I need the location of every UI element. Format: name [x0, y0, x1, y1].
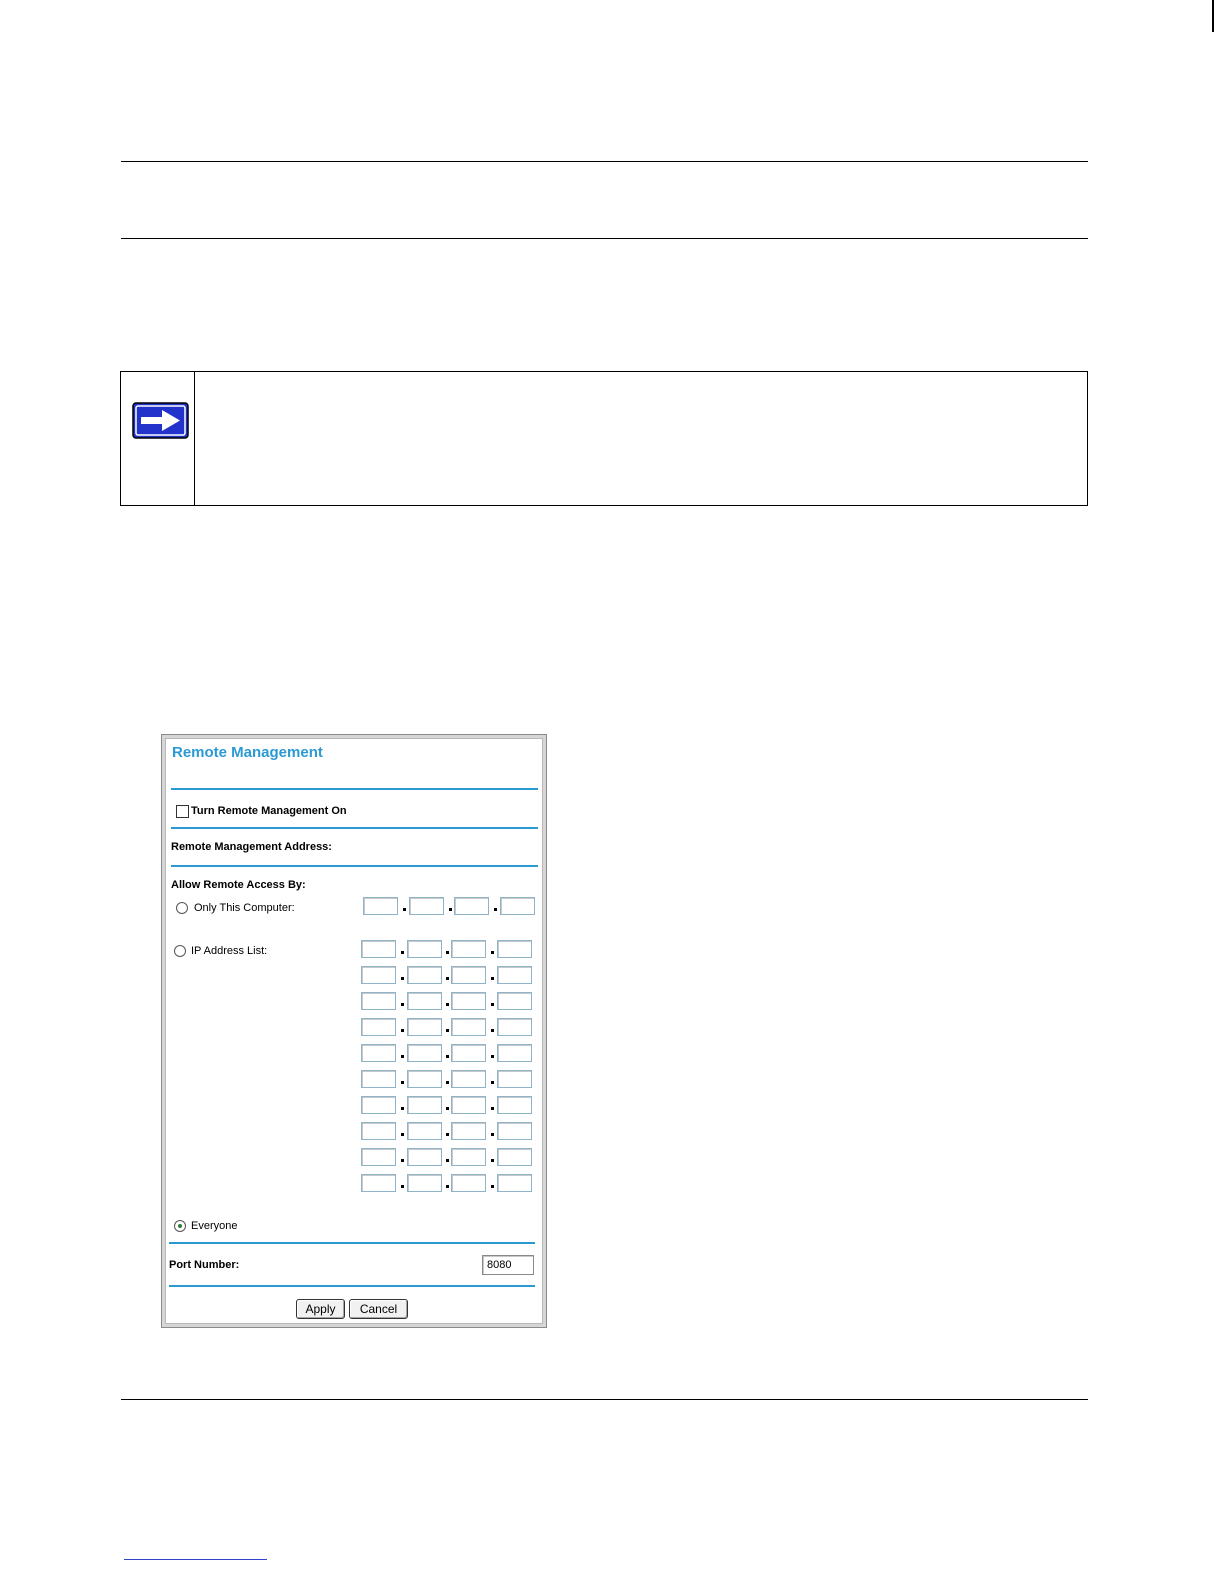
- ip-octet-input[interactable]: [407, 966, 442, 984]
- ip-octet-input[interactable]: [497, 1070, 532, 1088]
- ip-octet-input[interactable]: [497, 1122, 532, 1140]
- ip-dot: [491, 1133, 494, 1136]
- ip-octet-input[interactable]: [497, 966, 532, 984]
- ip-octet-input[interactable]: [361, 1148, 396, 1166]
- remote-management-panel: [161, 734, 547, 1328]
- ip-octet-input[interactable]: [451, 940, 486, 958]
- only-this-computer-label: Only This Computer:: [194, 902, 295, 914]
- ip-octet-input[interactable]: [407, 1148, 442, 1166]
- ip-dot: [491, 1055, 494, 1058]
- ip-dot: [446, 977, 449, 980]
- ip-dot: [449, 908, 452, 911]
- note-box: [120, 371, 1088, 506]
- ip-octet-input[interactable]: [407, 992, 442, 1010]
- ip-octet-input[interactable]: [407, 1044, 442, 1062]
- ip-dot: [491, 1159, 494, 1162]
- ip-octet-input[interactable]: [451, 1174, 486, 1192]
- ip-dot: [494, 908, 497, 911]
- ip-address-list-radio[interactable]: [174, 945, 186, 957]
- ip-dot: [401, 951, 404, 954]
- ip-dot: [491, 977, 494, 980]
- note-divider: [194, 372, 195, 505]
- divider-2: [171, 865, 538, 867]
- ip-dot: [491, 1081, 494, 1084]
- ip-dot: [401, 1003, 404, 1006]
- turn-on-checkbox[interactable]: [176, 805, 189, 818]
- ip-dot: [446, 1055, 449, 1058]
- ip-dot: [401, 977, 404, 980]
- ip-octet-input[interactable]: [361, 1096, 396, 1114]
- corner-mark: [1212, 0, 1214, 32]
- ip-octet-input[interactable]: [451, 1122, 486, 1140]
- divider-1: [171, 827, 538, 829]
- ip-octet-input[interactable]: [497, 1148, 532, 1166]
- ip-octet-input[interactable]: [361, 966, 396, 984]
- ip-octet-input[interactable]: [451, 1070, 486, 1088]
- ip-octet-input[interactable]: [409, 897, 444, 915]
- ip-octet-input[interactable]: [407, 1122, 442, 1140]
- ip-octet-input[interactable]: [451, 1044, 486, 1062]
- ip-octet-input[interactable]: [500, 897, 535, 915]
- ip-octet-input[interactable]: [361, 1044, 396, 1062]
- ip-octet-input[interactable]: [451, 1096, 486, 1114]
- ip-octet-input[interactable]: [497, 1018, 532, 1036]
- header-rule-bottom: [121, 238, 1088, 239]
- only-this-computer-radio[interactable]: [176, 902, 188, 914]
- allow-access-label: Allow Remote Access By:: [171, 879, 306, 891]
- ip-dot: [446, 1107, 449, 1110]
- title-underline: [171, 788, 538, 790]
- ip-octet-input[interactable]: [361, 1018, 396, 1036]
- ip-dot: [401, 1055, 404, 1058]
- port-number-label: Port Number:: [169, 1259, 240, 1271]
- ip-dot: [491, 951, 494, 954]
- ip-octet-input[interactable]: [361, 940, 396, 958]
- panel-title: Remote Management: [172, 744, 323, 761]
- ip-octet-input[interactable]: [361, 992, 396, 1010]
- everyone-radio[interactable]: [174, 1220, 186, 1232]
- ip-dot: [491, 1003, 494, 1006]
- ip-octet-input[interactable]: [451, 992, 486, 1010]
- ip-dot: [403, 908, 406, 911]
- ip-octet-input[interactable]: [407, 1096, 442, 1114]
- address-label: Remote Management Address:: [171, 841, 332, 853]
- ip-dot: [491, 1185, 494, 1188]
- divider-4: [169, 1285, 535, 1287]
- port-number-input[interactable]: 8080: [482, 1255, 534, 1275]
- cancel-button[interactable]: Cancel: [349, 1299, 408, 1319]
- ip-octet-input[interactable]: [497, 1174, 532, 1192]
- ip-octet-input[interactable]: [497, 1096, 532, 1114]
- ip-dot: [446, 1159, 449, 1162]
- ip-octet-input[interactable]: [407, 1018, 442, 1036]
- ip-dot: [491, 1029, 494, 1032]
- ip-dot: [446, 1185, 449, 1188]
- ip-octet-input[interactable]: [497, 992, 532, 1010]
- ip-dot: [401, 1081, 404, 1084]
- ip-octet-input[interactable]: [497, 1044, 532, 1062]
- divider-3: [169, 1242, 535, 1244]
- ip-octet-input[interactable]: [407, 1174, 442, 1192]
- arrow-right-icon: [132, 402, 189, 439]
- ip-octet-input[interactable]: [497, 940, 532, 958]
- ip-octet-input[interactable]: [361, 1174, 396, 1192]
- ip-octet-input[interactable]: [451, 966, 486, 984]
- everyone-label: Everyone: [191, 1220, 238, 1232]
- ip-dot: [446, 1081, 449, 1084]
- ip-octet-input[interactable]: [451, 1018, 486, 1036]
- ip-dot: [446, 1133, 449, 1136]
- ip-dot: [401, 1029, 404, 1032]
- ip-octet-input[interactable]: [361, 1070, 396, 1088]
- ip-dot: [446, 1029, 449, 1032]
- ip-dot: [401, 1185, 404, 1188]
- ip-octet-input[interactable]: [363, 897, 398, 915]
- ip-dot: [401, 1107, 404, 1110]
- ip-dot: [401, 1159, 404, 1162]
- ip-octet-input[interactable]: [361, 1122, 396, 1140]
- turn-on-label: Turn Remote Management On: [191, 805, 347, 817]
- ip-dot: [491, 1107, 494, 1110]
- ip-octet-input[interactable]: [407, 1070, 442, 1088]
- ip-octet-input[interactable]: [454, 897, 489, 915]
- apply-button[interactable]: Apply: [296, 1299, 345, 1319]
- ip-octet-input[interactable]: [451, 1148, 486, 1166]
- ip-dot: [446, 1003, 449, 1006]
- ip-dot: [446, 951, 449, 954]
- ip-octet-input[interactable]: [407, 940, 442, 958]
- header-rule-top: [121, 161, 1088, 162]
- ip-dot: [401, 1133, 404, 1136]
- footer-link-underline[interactable]: [124, 1559, 267, 1560]
- footer-rule: [121, 1399, 1088, 1400]
- ip-address-list-label: IP Address List:: [191, 945, 268, 957]
